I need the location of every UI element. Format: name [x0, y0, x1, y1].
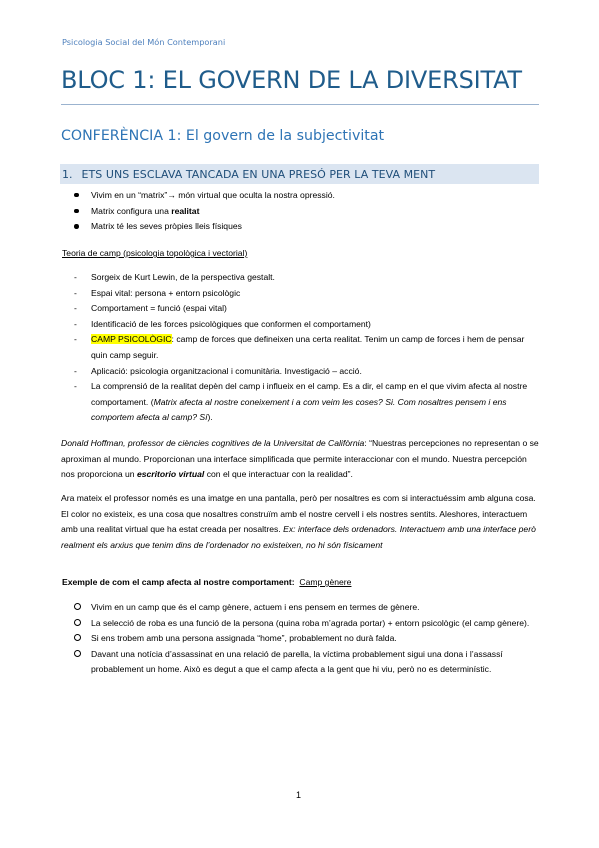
- circle-bullet-icon: [74, 600, 81, 616]
- camp-theory-heading: Teoria de camp (psicologia topològica i vectorial): [62, 248, 248, 258]
- hoffman-paragraph: [61, 436, 541, 483]
- example-heading: [62, 575, 351, 591]
- circle-text: Si ens trobem amb una persona assignada “home”, probablement no durà falda.: [91, 633, 397, 644]
- hoffman-attribution: Donald Hoffman, professor de ciències cognitives de la Universitat de Califòrnia: [61, 438, 365, 448]
- circle-text: La selecció de roba es una funció de la persona (quina roba m’agrada portar) + entorn psicològic (el camp gènere).: [91, 617, 530, 628]
- hoffman-quote: : “Nuestras percepciones no representan o se aproximan al mundo. Proporcionan una interface simplificada que permite interaccionar con el mundo. Nuestra percepción nos proporciona un: [61, 438, 539, 480]
- list-item: [74, 219, 534, 235]
- list-item: [74, 286, 540, 302]
- subtitle-prefix: CONFERÈNCIA 1:: [61, 128, 186, 144]
- dash-text: Espai vital: persona + entorn psicològic: [91, 287, 241, 298]
- bullet-text: Vivim en un “matrix”→ món virtual que oculta la nostra opressió.: [91, 190, 335, 200]
- subtitle-rest: El govern de la subjectivitat: [185, 128, 385, 144]
- example-underline: Camp gènere: [299, 577, 352, 587]
- running-header: Psicologia Social del Món Contemporani: [62, 37, 226, 47]
- list-item: [74, 204, 534, 220]
- dash-marker: -: [74, 318, 77, 329]
- list-item: [74, 301, 540, 317]
- list-item: [74, 188, 534, 204]
- page-number: 1: [296, 790, 302, 800]
- dash-marker: -: [74, 365, 77, 376]
- interface-example: Ex: interface dels ordenadors. Interactuem amb una interface però realment els arxius que tenim dins de l’ordenador no existeixen, no hi són físicament: [61, 524, 536, 550]
- hoffman-emphasis: escritorio virtual: [136, 469, 205, 480]
- circle-bullet-icon: [74, 616, 81, 632]
- list-item: [74, 616, 541, 632]
- section-heading-bar: [60, 164, 539, 184]
- highlighted-term: CAMP PSICOLÒGIC: [91, 334, 172, 345]
- bullet-list: [74, 188, 534, 235]
- bullet-bold-text: realitat: [171, 205, 200, 216]
- dash-text: Comportament = funció (espai vital): [91, 303, 227, 314]
- dash-text: La comprensió de la realitat depèn del camp i influeix en el camp. Es a dir, el camp en el que vivim afecta al nostre comportament. (: [91, 381, 528, 407]
- list-item: [74, 270, 540, 286]
- conference-subtitle: [61, 128, 384, 144]
- hoffman-quote-end: con el que interactuar con la realidad”.: [204, 469, 353, 480]
- circle-bullet-icon: [74, 647, 81, 663]
- dash-list: [74, 270, 540, 426]
- list-item: [74, 631, 541, 647]
- bullet-dot-icon: [74, 188, 84, 204]
- circle-list: [74, 600, 541, 678]
- dash-text: Sorgeix de Kurt Lewin, de la perspectiva gestalt.: [91, 272, 275, 282]
- section-number: 1.: [62, 167, 73, 181]
- dash-italic-text: Matrix afecta al nostre coneixement i a com veim les coses? Si. Com nosaltres pensem i ens comportem afecta al camp? Sí: [91, 396, 507, 423]
- circle-text: Vivim en un camp que és el camp gènere, actuem i ens pensem en termes de gènere.: [91, 602, 420, 612]
- bullet-dot-icon: [74, 219, 84, 235]
- bullet-text: Matrix té les seves pròpies lleis físiques: [91, 221, 242, 232]
- page-title: BLOC 1: EL GOVERN DE LA DIVERSITAT: [61, 66, 522, 94]
- circle-bullet-icon: [74, 631, 81, 647]
- section-title: ETS UNS ESCLAVA TANCADA EN UNA PRESÓ PER LA TEVA MENT: [81, 167, 436, 181]
- dash-marker: -: [74, 272, 77, 282]
- dash-text: : camp de forces que defineixen una certa realitat. Tenim un camp de forces i hem de pensar quin camp seguir.: [91, 334, 525, 360]
- dash-text-end: ).: [207, 412, 213, 423]
- dash-text: Identificació de les forces psicològiques que conformen el comportament): [91, 318, 371, 329]
- dash-marker: -: [74, 381, 77, 392]
- list-item: [74, 379, 540, 426]
- dash-text: Aplicació: psicologia organitzacional i comunitària. Investigació – acció.: [91, 365, 362, 376]
- list-item: [74, 364, 540, 380]
- list-item: [74, 647, 541, 678]
- interface-paragraph: [61, 491, 541, 553]
- bullet-text: Matrix configura una: [91, 205, 172, 216]
- interface-text: Ara mateix el professor només es una imatge en una pantalla, però per nosaltres es com si interactuéssim amb alguna cosa. El color no existeix, es una cosa que nosaltres construïm amb el nostre cervell i els nostres sentits. Aleshores, interactuem amb una realitat virtual que ha estat creada per nosaltres.: [61, 493, 536, 535]
- list-item: [74, 332, 540, 363]
- dash-marker: -: [74, 334, 77, 345]
- example-bold: Exemple de com el camp afecta al nostre comportament:: [62, 577, 295, 587]
- bullet-dot-icon: [74, 204, 84, 220]
- title-underline-rule: [61, 104, 539, 105]
- list-item: [74, 600, 541, 616]
- dash-marker: -: [74, 287, 77, 298]
- circle-text: Davant una notícia d’assassinat en una relació de parella, la víctima probablement sigui una dona i l’assassí probablement un home. Això es degut a que el camp afecta a la gent que hi viu, però no es determinístic.: [91, 648, 503, 675]
- list-item: [74, 317, 540, 333]
- dash-marker: -: [74, 303, 77, 314]
